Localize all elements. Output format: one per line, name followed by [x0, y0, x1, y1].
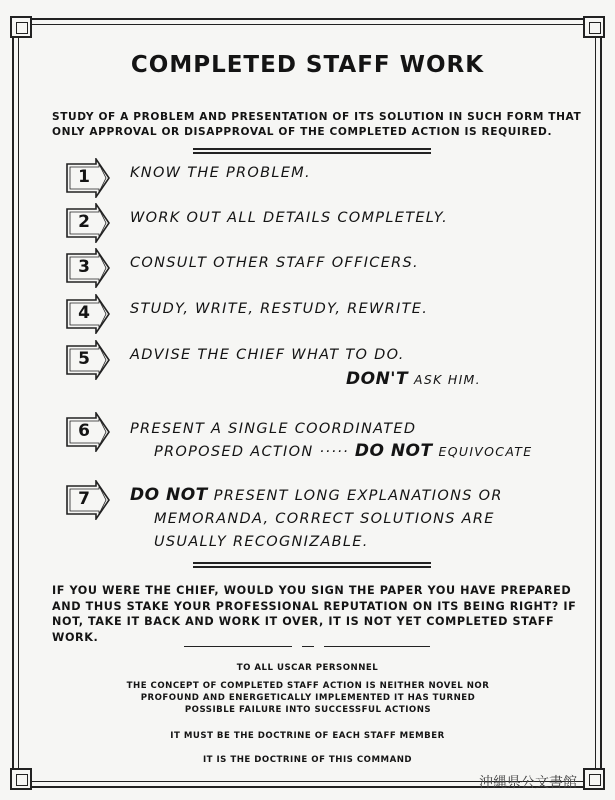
step-number: 4 [78, 303, 90, 323]
step-text-rest: ASK HIM. [414, 372, 481, 387]
emphasis-text: DO NOT [354, 441, 433, 461]
definition-text: STUDY OF A PROBLEM AND PRESENTATION OF ITS SOLUTION IN SUCH FORM THAT ONLY APPROVAL OR DISAPPROVAL OF THE COMPLETED ACTION IS REQUIRED. [52, 111, 582, 138]
addressee: TO ALL USCAR PERSONNEL [236, 663, 379, 673]
corner-ornament-bottom-left [10, 768, 32, 790]
step-6 [66, 412, 606, 468]
step-number: 3 [78, 257, 90, 277]
divider-top [193, 148, 431, 150]
emphasis-text: DO NOT [130, 485, 208, 505]
step-1 [66, 158, 606, 202]
doctrine-line-1: IT MUST BE THE DOCTRINE OF EACH STAFF MEMBER [170, 731, 445, 741]
archive-stamp: 沖縄県公文書館 [479, 775, 577, 791]
step-number: 2 [78, 212, 90, 232]
step-5 [66, 340, 606, 396]
doctrine-line-2: IT IS THE DOCTRINE OF THIS COMMAND [202, 755, 413, 765]
step-text: CONSULT OTHER STAFF OFFICERS. [130, 255, 419, 271]
step-text-tail: EQUIVOCATE [438, 444, 533, 459]
step-3 [66, 248, 606, 292]
concept-text: THE CONCEPT OF COMPLETED STAFF ACTION IS NEITHER NOVEL NOR PROFOUND AND ENERGETICALLY IMPLEMENTED IT HAS TURNED POSSIBLE FAILURE INTO SUCCESSFUL ACTIONS [126, 681, 490, 715]
step-2 [66, 203, 606, 247]
step-text: WORK OUT ALL DETAILS COMPLETELY. [130, 210, 448, 226]
step-7 [66, 480, 606, 560]
step-text-line-1: ADVISE THE CHIEF WHAT TO DO. [130, 347, 405, 363]
emphasis-text: DON'T [346, 369, 409, 389]
corner-ornament-bottom-right [583, 768, 605, 790]
short-rule-dash [302, 646, 314, 647]
corner-ornament-top-left [10, 16, 32, 38]
step-text: KNOW THE PROBLEM. [130, 165, 311, 181]
step-4 [66, 294, 606, 338]
short-rule-left [184, 646, 292, 647]
step-number: 1 [78, 167, 90, 187]
divider-middle [193, 562, 431, 564]
short-rule-right [324, 646, 430, 647]
step-text-line-2 [154, 440, 532, 463]
step-text-rest: PRESENT LONG EXPLANATIONS OR [213, 488, 503, 504]
step-text-line-1: PRESENT A SINGLE COORDINATED [130, 421, 417, 437]
corner-ornament-top-right [583, 16, 605, 38]
page-title: COMPLETED STAFF WORK [130, 52, 485, 78]
step-text-rest: PROPOSED ACTION ····· [154, 444, 349, 460]
step-text-line-1 [130, 484, 503, 507]
step-text-line-2 [346, 368, 481, 391]
step-number: 7 [78, 489, 90, 509]
step-number: 6 [78, 421, 90, 441]
step-text: STUDY, WRITE, RESTUDY, REWRITE. [130, 301, 429, 317]
step-text-line-3: USUALLY RECOGNIZABLE. [154, 534, 369, 550]
step-text-line-2: MEMORANDA, CORRECT SOLUTIONS ARE [154, 511, 495, 527]
closing-question: IF YOU WERE THE CHIEF, WOULD YOU SIGN THE PAPER YOU HAVE PREPARED AND THUS STAKE YOUR PROFESSIONAL REPUTATION ON ITS BEING RIGHT? IF NOT, TAKE IT BACK AND WORK IT OVER, IT IS NOT YET COMPLETED STAFF WORK. [52, 584, 577, 644]
step-number: 5 [78, 349, 90, 369]
